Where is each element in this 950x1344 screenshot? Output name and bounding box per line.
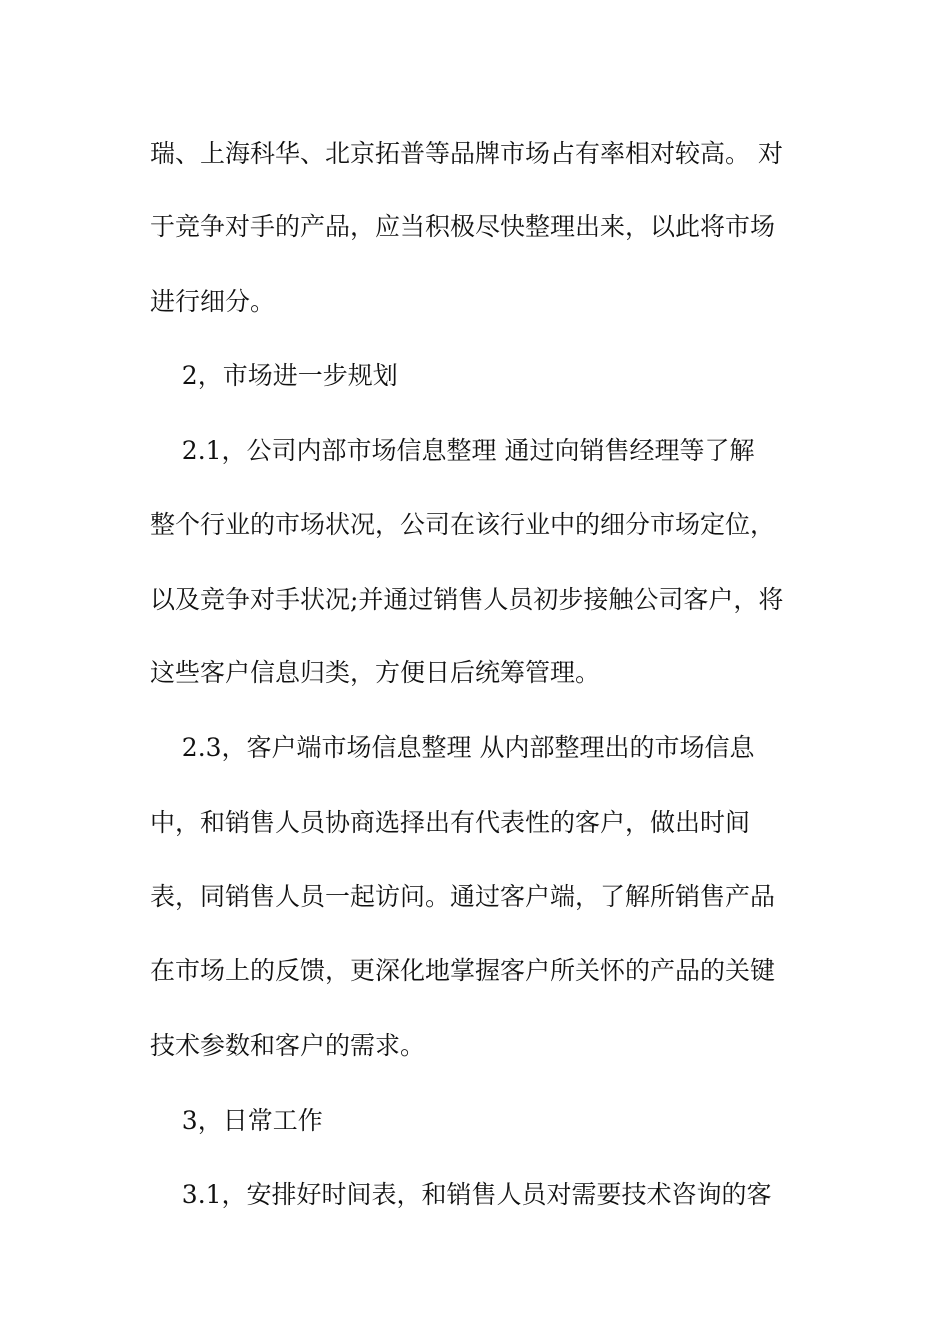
text-line: 瑞、上海科华、北京拓普等品牌市场占有率相对较高。 对 bbox=[150, 139, 783, 168]
text-line: 整个行业的市场状况，公司在该行业中的细分市场定位， bbox=[150, 510, 776, 539]
text-line: 以及竞争对手状况;并通过销售人员初步接触公司客户，将 bbox=[150, 585, 784, 614]
text-line: 于竞争对手的产品，应当积极尽快整理出来，以此将市场 bbox=[150, 212, 776, 241]
text-line: 表，同销售人员一起访问。通过客户端，了解所销售产品 bbox=[150, 882, 776, 911]
text-line: 这些客户信息归类，方便日后统筹管理。 bbox=[150, 658, 601, 687]
text-line: 进行细分。 bbox=[150, 287, 276, 316]
text-line: 2.1，公司内部市场信息整理 通过向销售经理等了解 bbox=[150, 436, 755, 465]
text-line: 2.3，客户端市场信息整理 从内部整理出的市场信息 bbox=[150, 733, 755, 762]
section-heading: 2，市场进一步规划 bbox=[150, 361, 398, 390]
text-line: 3.1，安排好时间表，和销售人员对需要技术咨询的客 bbox=[150, 1180, 772, 1209]
section-heading: 3，日常工作 bbox=[150, 1106, 323, 1135]
text-line: 中，和销售人员协商选择出有代表性的客户，做出时间 bbox=[150, 808, 751, 837]
text-line: 在市场上的反馈，更深化地掌握客户所关怀的产品的关键 bbox=[150, 956, 776, 985]
text-line: 技术参数和客户的需求。 bbox=[150, 1031, 426, 1060]
